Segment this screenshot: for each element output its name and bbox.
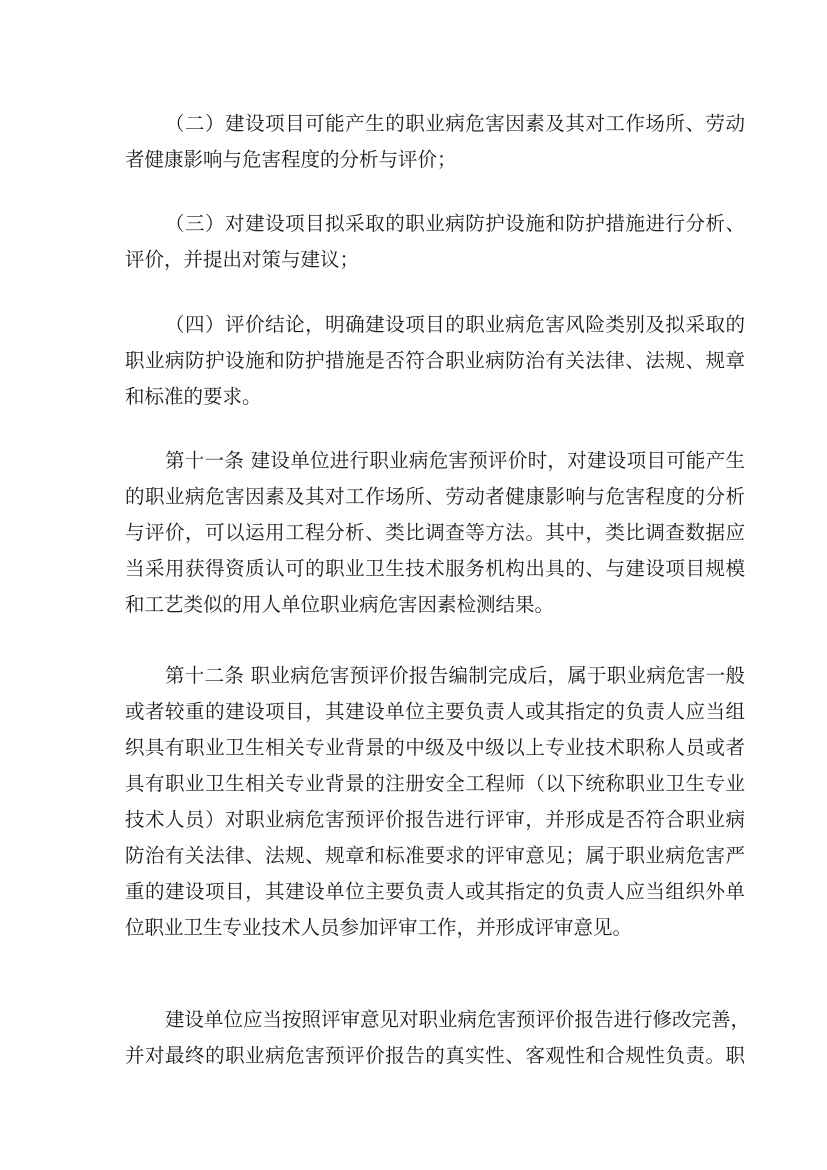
text-line: 当采用获得资质认可的职业卫生技术服务机构出具的、与建设项目规模	[125, 557, 745, 580]
revision-paragraph	[125, 1002, 751, 1074]
text-line: 织具有职业卫生相关专业背景的中级及中级以上专业技术职称人员或者	[125, 736, 745, 759]
text-line: 技术人员）对职业病危害预评价报告进行评审，并形成是否符合职业病	[125, 808, 745, 831]
text-line: 者健康影响与危害程度的分析与评价；	[125, 148, 457, 171]
paragraph-item-3	[125, 206, 745, 278]
text-line: 或者较重的建设项目，其建设单位主要负责人或其指定的负责人应当组	[125, 700, 745, 723]
article-12-paragraph	[125, 658, 745, 946]
text-line: 建设单位应当按照评审意见对职业病危害预评价报告进行修改完善，	[165, 1008, 751, 1031]
text-line: （四）评价结论，明确建设项目的职业病危害风险类别及拟采取的	[165, 313, 745, 336]
text-line: 和标准的要求。	[125, 385, 262, 408]
text-line: 评价，并提出对策与建议；	[125, 248, 360, 271]
paragraph-item-2	[125, 106, 745, 178]
text-line: 的职业病危害因素及其对工作场所、劳动者健康影响与危害程度的分析	[125, 485, 745, 508]
text-line: 并对最终的职业病危害预评价报告的真实性、客观性和合规性负责。职	[125, 1044, 745, 1067]
text-line: （三）对建设项目拟采取的职业病防护设施和防护措施进行分析、	[165, 212, 745, 235]
text-line: 第十一条 建设单位进行职业病危害预评价时，对建设项目可能产生	[165, 449, 745, 472]
text-line: 重的建设项目，其建设单位主要负责人或其指定的负责人应当组织外单	[125, 880, 745, 903]
text-line: 第十二条 职业病危害预评价报告编制完成后，属于职业病危害一般	[165, 664, 745, 687]
text-line: 职业病防护设施和防护措施是否符合职业病防治有关法律、法规、规章	[125, 349, 745, 372]
text-line: （二）建设项目可能产生的职业病危害因素及其对工作场所、劳动	[165, 112, 745, 135]
text-line: 和工艺类似的用人单位职业病危害因素检测结果。	[125, 593, 555, 616]
text-line: 防治有关法律、法规、规章和标准要求的评审意见；属于职业病危害严	[125, 844, 745, 867]
paragraph-item-4	[125, 307, 745, 415]
text-line: 与评价，可以运用工程分析、类比调查等方法。其中，类比调查数据应	[125, 521, 745, 544]
text-line: 位职业卫生专业技术人员参加评审工作，并形成评审意见。	[125, 916, 633, 939]
text-line: 具有职业卫生相关专业背景的注册安全工程师（以下统称职业卫生专业	[125, 772, 745, 795]
article-11-paragraph	[125, 443, 745, 623]
